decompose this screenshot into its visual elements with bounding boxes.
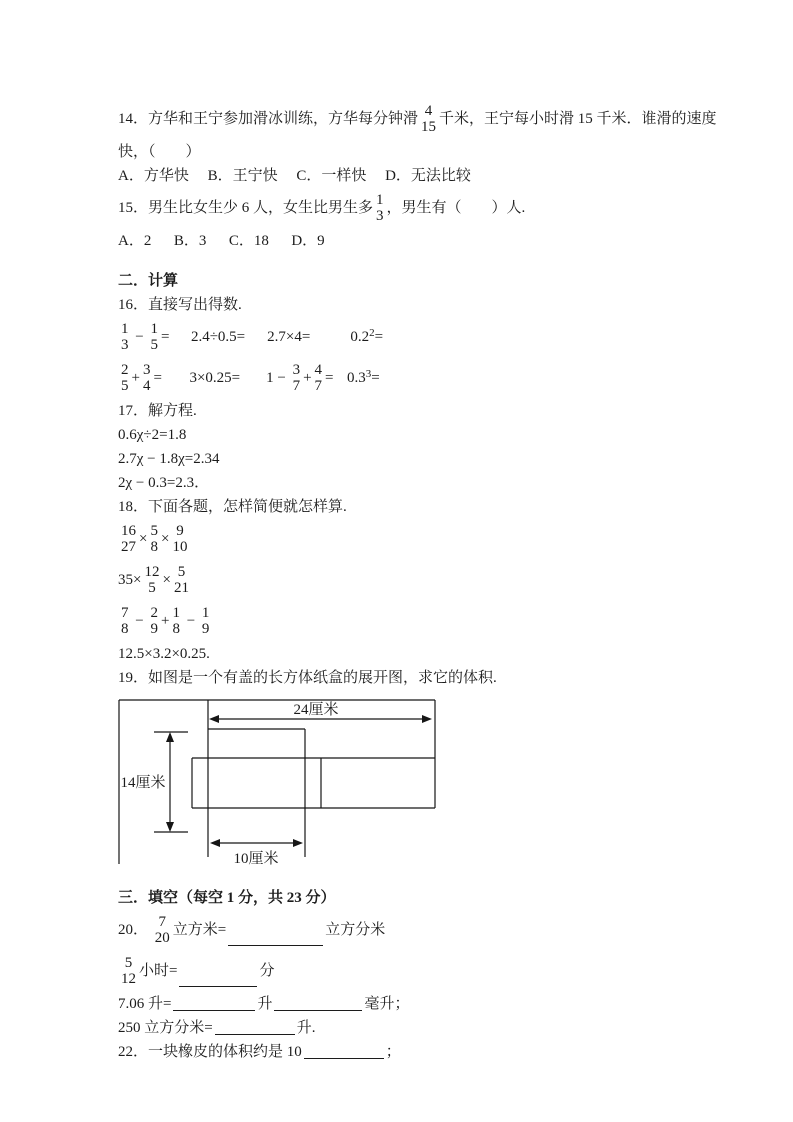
question-14-line-1 — [118, 98, 753, 139]
fraction-denominator: 12 — [121, 970, 136, 987]
box-net-diagram — [116, 697, 753, 869]
bottom-dimension-label: 10厘米 — [233, 851, 279, 867]
answer-blank — [173, 994, 255, 1011]
question-22-stem-text: ； — [385, 1044, 401, 1060]
question-20-row-3 — [118, 993, 753, 1015]
question-17-eq-2-text: 2.7χ − 1.8χ=2.34 — [118, 451, 220, 467]
arrowhead-left-icon — [210, 839, 220, 847]
arrowhead-up-icon — [166, 732, 174, 742]
question-16-row-2-text: = — [325, 369, 342, 386]
question-20-row-1-text: 立方分米 — [325, 921, 386, 938]
question-17-eq-1 — [118, 424, 753, 446]
section-2-heading-text: 二．计算 — [118, 273, 179, 289]
arrowhead-left-icon — [209, 715, 219, 723]
question-14-choices-text: A．方华快 B．王宁快 C．一样快 D．无法比较 — [118, 168, 471, 184]
fraction — [147, 523, 161, 555]
fraction-numerator: 5 — [150, 522, 158, 539]
question-18-item-2-text: 35× — [118, 571, 142, 588]
question-16-row-1-text: − — [131, 328, 148, 345]
question-18-item-3-text: − — [131, 612, 148, 629]
question-18-item-1-text: × — [160, 530, 170, 547]
question-19-stem — [118, 667, 753, 689]
fraction — [418, 103, 439, 135]
fraction-denominator: 21 — [173, 579, 189, 596]
question-14-line-2-text: 快，（ ） — [118, 144, 201, 160]
fraction-denominator: 7 — [314, 377, 323, 394]
section-3-heading-text: 三．填空（每空 1 分，共 23 分） — [118, 890, 336, 906]
question-20-row-4 — [118, 1017, 753, 1039]
fraction-numerator: 9 — [176, 522, 184, 539]
question-17-eq-3 — [118, 472, 753, 494]
question-15-stem — [118, 187, 753, 228]
spacer — [240, 377, 266, 378]
fraction — [171, 564, 192, 596]
question-16-row-2-text: + — [303, 369, 312, 386]
section-3-heading — [118, 887, 753, 909]
question-20-row-4-text: 250 立方分米= — [118, 1020, 213, 1036]
fraction-denominator: 8 — [172, 620, 180, 637]
question-18-item-1 — [118, 518, 753, 559]
question-20-row-4-text: 升. — [296, 1020, 316, 1036]
fraction-numerator: 1 — [172, 604, 180, 621]
question-20-row-3-text: 7.06 升= — [118, 996, 172, 1012]
question-17-stem — [118, 400, 753, 422]
fraction — [199, 605, 213, 637]
arrowhead-down-icon — [166, 822, 174, 832]
fraction-numerator: 3 — [292, 361, 301, 378]
fraction — [147, 605, 161, 637]
fraction-numerator: 1 — [150, 320, 158, 337]
question-16-row-2-text: 3×0.25= — [189, 369, 241, 386]
fraction-denominator: 7 — [292, 377, 301, 394]
question-22-stem-text: 22．一块橡皮的体积约是 10 — [118, 1044, 302, 1060]
height-dimension-label: 14厘米 — [120, 775, 166, 791]
question-18-stem — [118, 496, 753, 518]
question-16-row-2-text: = — [153, 369, 170, 386]
question-20-row-3-text: 毫升； — [364, 996, 410, 1012]
fraction — [290, 362, 304, 394]
fraction — [147, 321, 161, 353]
fraction-denominator: 8 — [150, 538, 158, 555]
question-20-row-1-text: 立方米= — [172, 921, 227, 938]
fraction-numerator: 4 — [314, 361, 323, 378]
question-15-stem-text: ，男生有（ ）人. — [386, 199, 526, 216]
fraction-numerator: 1 — [121, 320, 129, 337]
question-20-row-1-text: 20． — [118, 921, 152, 938]
fraction-denominator: 9 — [150, 620, 158, 637]
question-20-row-2 — [118, 950, 753, 991]
fraction-numerator: 1 — [201, 604, 210, 621]
question-20-row-1 — [118, 909, 753, 950]
fraction-denominator: 27 — [121, 538, 136, 555]
question-16-row-1-text: 2.7×4= — [267, 328, 311, 345]
fraction-denominator: 15 — [421, 118, 437, 135]
fraction-numerator: 7 — [158, 913, 167, 930]
question-16-row-2-text: = — [371, 369, 380, 386]
question-18-item-2 — [118, 559, 753, 600]
fraction — [141, 564, 162, 596]
answer-blank — [304, 1042, 384, 1059]
question-17-stem-text: 17．解方程. — [118, 403, 197, 419]
fraction — [118, 955, 139, 987]
fraction-numerator: 5 — [124, 954, 133, 971]
fraction-denominator: 5 — [121, 377, 129, 394]
question-17-eq-3-text: 2χ − 0.3=2.3． — [118, 475, 210, 491]
fraction-numerator: 2 — [121, 361, 129, 378]
question-16-row-2 — [118, 357, 753, 398]
fraction-numerator: 3 — [142, 361, 151, 378]
fraction — [118, 362, 132, 394]
fraction-numerator: 7 — [121, 604, 129, 621]
question-16-row-2-text: + — [131, 369, 140, 386]
fraction — [140, 362, 154, 394]
answer-blank — [215, 1018, 295, 1035]
spacer — [310, 336, 350, 337]
question-16-stem — [118, 294, 753, 316]
fraction-numerator: 16 — [121, 522, 136, 539]
question-14-line-1-text: 14．方华和王宁参加滑冰训练，方华每分钟滑 — [118, 110, 419, 127]
fraction — [118, 605, 132, 637]
fraction — [373, 192, 387, 224]
answer-blank — [179, 970, 257, 987]
arrowhead-right-icon — [422, 715, 432, 723]
question-18-item-3-text: + — [160, 612, 170, 629]
section-2-heading — [118, 270, 753, 292]
spacer — [169, 377, 189, 378]
question-16-row-1-text: = — [374, 328, 384, 345]
fraction-denominator: 20 — [154, 929, 170, 946]
question-16-row-1-text: 0.2 — [350, 328, 370, 345]
question-16-row-2-text: 0.3 — [347, 369, 366, 386]
question-18-item-3-text: − — [182, 612, 199, 629]
question-17-eq-2 — [118, 448, 753, 470]
question-16-row-1-text: = — [160, 328, 177, 345]
question-14-line-1-text: 千米，王宁每小时滑 15 千米．谁滑的速度 — [439, 110, 717, 127]
fraction — [118, 523, 139, 555]
question-20-row-2-text: 小时= — [139, 962, 178, 979]
fraction-denominator: 9 — [201, 620, 210, 637]
question-14-choices — [118, 165, 753, 187]
fraction — [169, 605, 183, 637]
question-18-item-1-text: × — [139, 530, 148, 547]
question-16-stem-text: 16．直接写出得数. — [118, 297, 242, 313]
exponent: 3 — [365, 367, 372, 380]
spacer — [245, 336, 267, 337]
fraction-denominator: 3 — [121, 336, 129, 353]
fraction-denominator: 5 — [150, 336, 158, 353]
fraction-numerator: 12 — [144, 563, 160, 580]
fraction-denominator: 5 — [148, 579, 156, 596]
question-18-item-4 — [118, 643, 753, 665]
fraction — [169, 523, 190, 555]
fraction-numerator: 2 — [150, 604, 158, 621]
exponent: 2 — [369, 326, 375, 339]
question-20-row-3-text: 升 — [257, 996, 273, 1012]
question-15-stem-text: 15．男生比女生少 6 人，女生比男生多 — [118, 199, 374, 216]
fraction-denominator: 10 — [172, 538, 188, 555]
question-16-row-1-text: 2.4÷0.5= — [190, 328, 246, 345]
box-net-svg — [116, 697, 438, 869]
fraction-numerator: 5 — [177, 563, 186, 580]
question-15-choices-text: A．2 B．3 C．18 D．9 — [118, 233, 325, 249]
question-14-line-2 — [118, 141, 753, 163]
question-17-eq-1-text: 0.6χ÷2=1.8 — [118, 427, 187, 443]
question-18-item-4-text: 12.5×3.2×0.25. — [118, 646, 210, 662]
question-16-row-1 — [118, 316, 753, 357]
spacer — [177, 336, 191, 337]
question-16-row-2-text: 1 − — [266, 369, 290, 386]
answer-blank — [228, 929, 323, 946]
question-18-item-2-text: × — [162, 571, 171, 588]
fraction-numerator: 1 — [376, 191, 384, 208]
question-18-item-3 — [118, 600, 753, 641]
question-18-stem-text: 18．下面各题，怎样简便就怎样算. — [118, 499, 347, 515]
fraction-denominator: 4 — [142, 377, 151, 394]
arrowhead-right-icon — [293, 839, 303, 847]
question-19-stem-text: 19．如图是一个有盖的长方体纸盒的展开图，求它的体积. — [118, 670, 497, 686]
fraction — [312, 362, 326, 394]
question-20-row-2-text: 分 — [259, 962, 275, 979]
fraction — [118, 321, 132, 353]
fraction-denominator: 8 — [121, 620, 129, 637]
answer-blank — [274, 994, 362, 1011]
question-22-stem — [118, 1041, 753, 1063]
fraction — [152, 914, 173, 946]
fraction-numerator: 4 — [424, 102, 433, 119]
question-15-choices — [118, 230, 753, 252]
width-dimension-label: 24厘米 — [293, 702, 339, 718]
fraction-denominator: 3 — [376, 207, 384, 224]
